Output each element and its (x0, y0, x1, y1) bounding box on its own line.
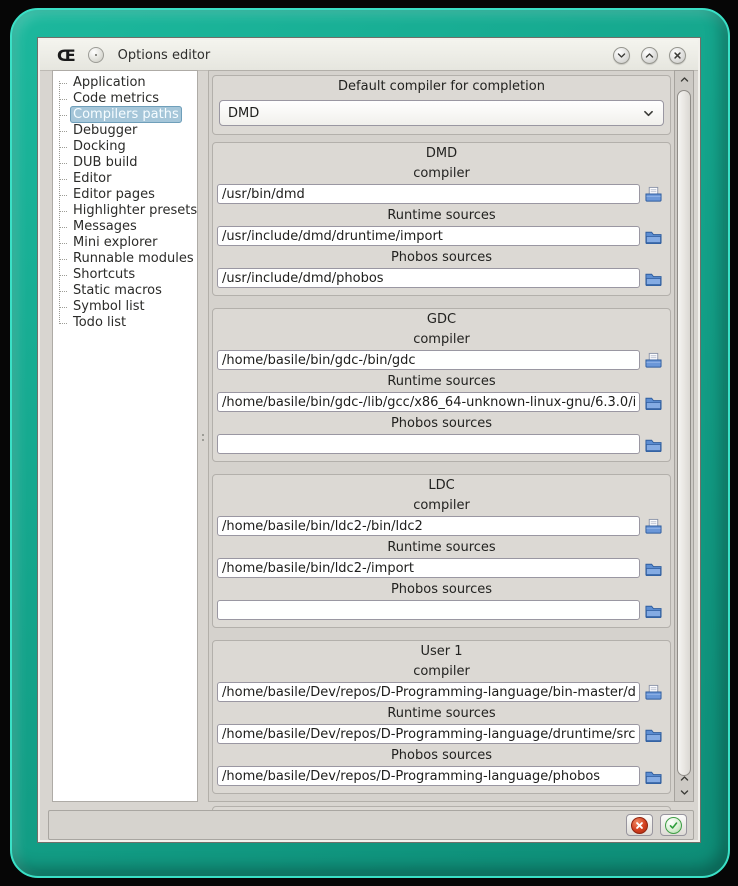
default-compiler-group (212, 75, 671, 135)
check-icon (668, 820, 679, 831)
sidebar-item-compilers-paths[interactable]: Compilers paths (53, 107, 197, 123)
file-open-icon (644, 518, 663, 535)
chevron-down-icon (679, 787, 690, 798)
window-menu-button[interactable] (88, 47, 104, 63)
menu-dot-icon (95, 54, 97, 56)
sidebar-item-application[interactable]: Application (53, 75, 197, 91)
sidebar-item-code-metrics[interactable]: Code metrics (53, 91, 197, 107)
sidebar-item-dub-build[interactable]: DUB build (53, 155, 197, 171)
chevron-up-icon (644, 50, 655, 61)
window-title: Options editor (117, 47, 211, 63)
sidebar-item-highlighter-presets[interactable]: Highlighter presets (53, 203, 197, 219)
field-label: Phobos sources (390, 582, 493, 597)
dmd-runtime-input[interactable] (217, 226, 640, 246)
shade-button[interactable] (613, 47, 630, 64)
close-icon (672, 50, 683, 61)
sidebar-splitter[interactable] (199, 70, 208, 802)
sidebar-item-shortcuts[interactable]: Shortcuts (53, 267, 197, 283)
sidebar-item-messages[interactable]: Messages (53, 219, 197, 235)
default-compiler-select[interactable] (219, 100, 664, 126)
group-title: DMD (425, 146, 458, 161)
ldc-phobos-input[interactable] (217, 600, 640, 620)
ldc-compiler-browse-button[interactable] (640, 516, 666, 536)
options-scroll-area (208, 70, 674, 802)
group-title: GDC (426, 312, 457, 327)
folder-open-icon (644, 394, 663, 411)
scroll-down-button[interactable] (675, 785, 693, 799)
titlebar[interactable] (40, 40, 698, 71)
dmd-runtime-browse-button[interactable] (640, 226, 666, 246)
dmd-phobos-input[interactable] (217, 268, 640, 288)
cancel-icon (631, 817, 648, 834)
dmd-phobos-browse-button[interactable] (640, 268, 666, 288)
gdc-group (212, 308, 671, 462)
gdc-phobos-input[interactable] (217, 434, 640, 454)
sidebar-item-editor[interactable]: Editor (53, 171, 197, 187)
chevron-down-icon (642, 107, 655, 120)
scrollbar-steppers (675, 771, 693, 799)
sidebar-item-mini-explorer[interactable]: Mini explorer (53, 235, 197, 251)
user1-runtime-input[interactable] (217, 724, 640, 744)
dmd-group (212, 142, 671, 296)
user1-group (212, 640, 671, 794)
field-label: compiler (413, 664, 470, 679)
user1-phobos-browse-button[interactable] (640, 766, 666, 786)
category-tree (52, 70, 198, 802)
ldc-runtime-input[interactable] (217, 558, 640, 578)
scroll-up-button-bottom[interactable] (675, 771, 693, 785)
folder-open-icon (644, 768, 663, 785)
user1-compiler-browse-button[interactable] (640, 682, 666, 702)
accept-icon (665, 817, 682, 834)
gdc-compiler-input[interactable] (217, 350, 640, 370)
scrollbar-thumb[interactable] (677, 90, 691, 776)
coedit-logo-icon: Œ (57, 45, 75, 65)
sidebar-item-static-macros[interactable]: Static macros (53, 283, 197, 299)
sidebar-item-debugger[interactable]: Debugger (53, 123, 197, 139)
sidebar-item-docking[interactable]: Docking (53, 139, 197, 155)
gdc-runtime-input[interactable] (217, 392, 640, 412)
folder-open-icon (644, 228, 663, 245)
user1-runtime-browse-button[interactable] (640, 724, 666, 744)
field-label: Runtime sources (387, 374, 496, 389)
folder-open-icon (644, 560, 663, 577)
cancel-button[interactable] (626, 814, 653, 836)
chevron-up-icon (679, 773, 690, 784)
sidebar-item-runnable-modules[interactable]: Runnable modules (53, 251, 197, 267)
combo-selected-value: DMD (228, 105, 260, 121)
options-editor-window (38, 38, 700, 842)
close-icon (634, 820, 645, 831)
user1-compiler-input[interactable] (217, 682, 640, 702)
sidebar-item-todo-list[interactable]: Todo list (53, 315, 197, 331)
gdc-compiler-browse-button[interactable] (640, 350, 666, 370)
field-label: compiler (413, 332, 470, 347)
close-button[interactable] (669, 47, 686, 64)
file-open-icon (644, 684, 663, 701)
folder-open-icon (644, 726, 663, 743)
field-label: Runtime sources (387, 540, 496, 555)
vertical-scrollbar[interactable] (674, 70, 694, 802)
file-open-icon (644, 186, 663, 203)
maximize-button[interactable] (641, 47, 658, 64)
field-label: Runtime sources (387, 706, 496, 721)
chevron-up-icon (679, 74, 690, 85)
scroll-up-button[interactable] (675, 71, 693, 88)
folder-open-icon (644, 270, 663, 287)
field-label: Phobos sources (390, 416, 493, 431)
main-panel (208, 70, 694, 802)
field-label: Phobos sources (390, 250, 493, 265)
gdc-phobos-browse-button[interactable] (640, 434, 666, 454)
default-compiler-title: Default compiler for completion (338, 79, 545, 94)
chevron-down-icon (616, 50, 627, 61)
dmd-compiler-input[interactable] (217, 184, 640, 204)
titlebar-buttons (613, 47, 686, 64)
sidebar-item-editor-pages[interactable]: Editor pages (53, 187, 197, 203)
footer-bar (48, 810, 694, 840)
group-title: User 1 (420, 644, 463, 659)
ldc-phobos-browse-button[interactable] (640, 600, 666, 620)
field-label: compiler (413, 498, 470, 513)
group-title: LDC (428, 478, 455, 493)
sidebar-item-symbol-list[interactable]: Symbol list (53, 299, 197, 315)
folder-open-icon (644, 436, 663, 453)
field-label: compiler (413, 166, 470, 181)
gdc-runtime-browse-button[interactable] (640, 392, 666, 412)
splitter-grip-icon (202, 434, 204, 436)
accept-button[interactable] (660, 814, 687, 836)
dmd-compiler-browse-button[interactable] (640, 184, 666, 204)
folder-open-icon (644, 602, 663, 619)
file-open-icon (644, 352, 663, 369)
field-label: Phobos sources (390, 748, 493, 763)
user1-phobos-input[interactable] (217, 766, 640, 786)
ldc-runtime-browse-button[interactable] (640, 558, 666, 578)
ldc-group (212, 474, 671, 628)
ldc-compiler-input[interactable] (217, 516, 640, 536)
field-label: Runtime sources (387, 208, 496, 223)
